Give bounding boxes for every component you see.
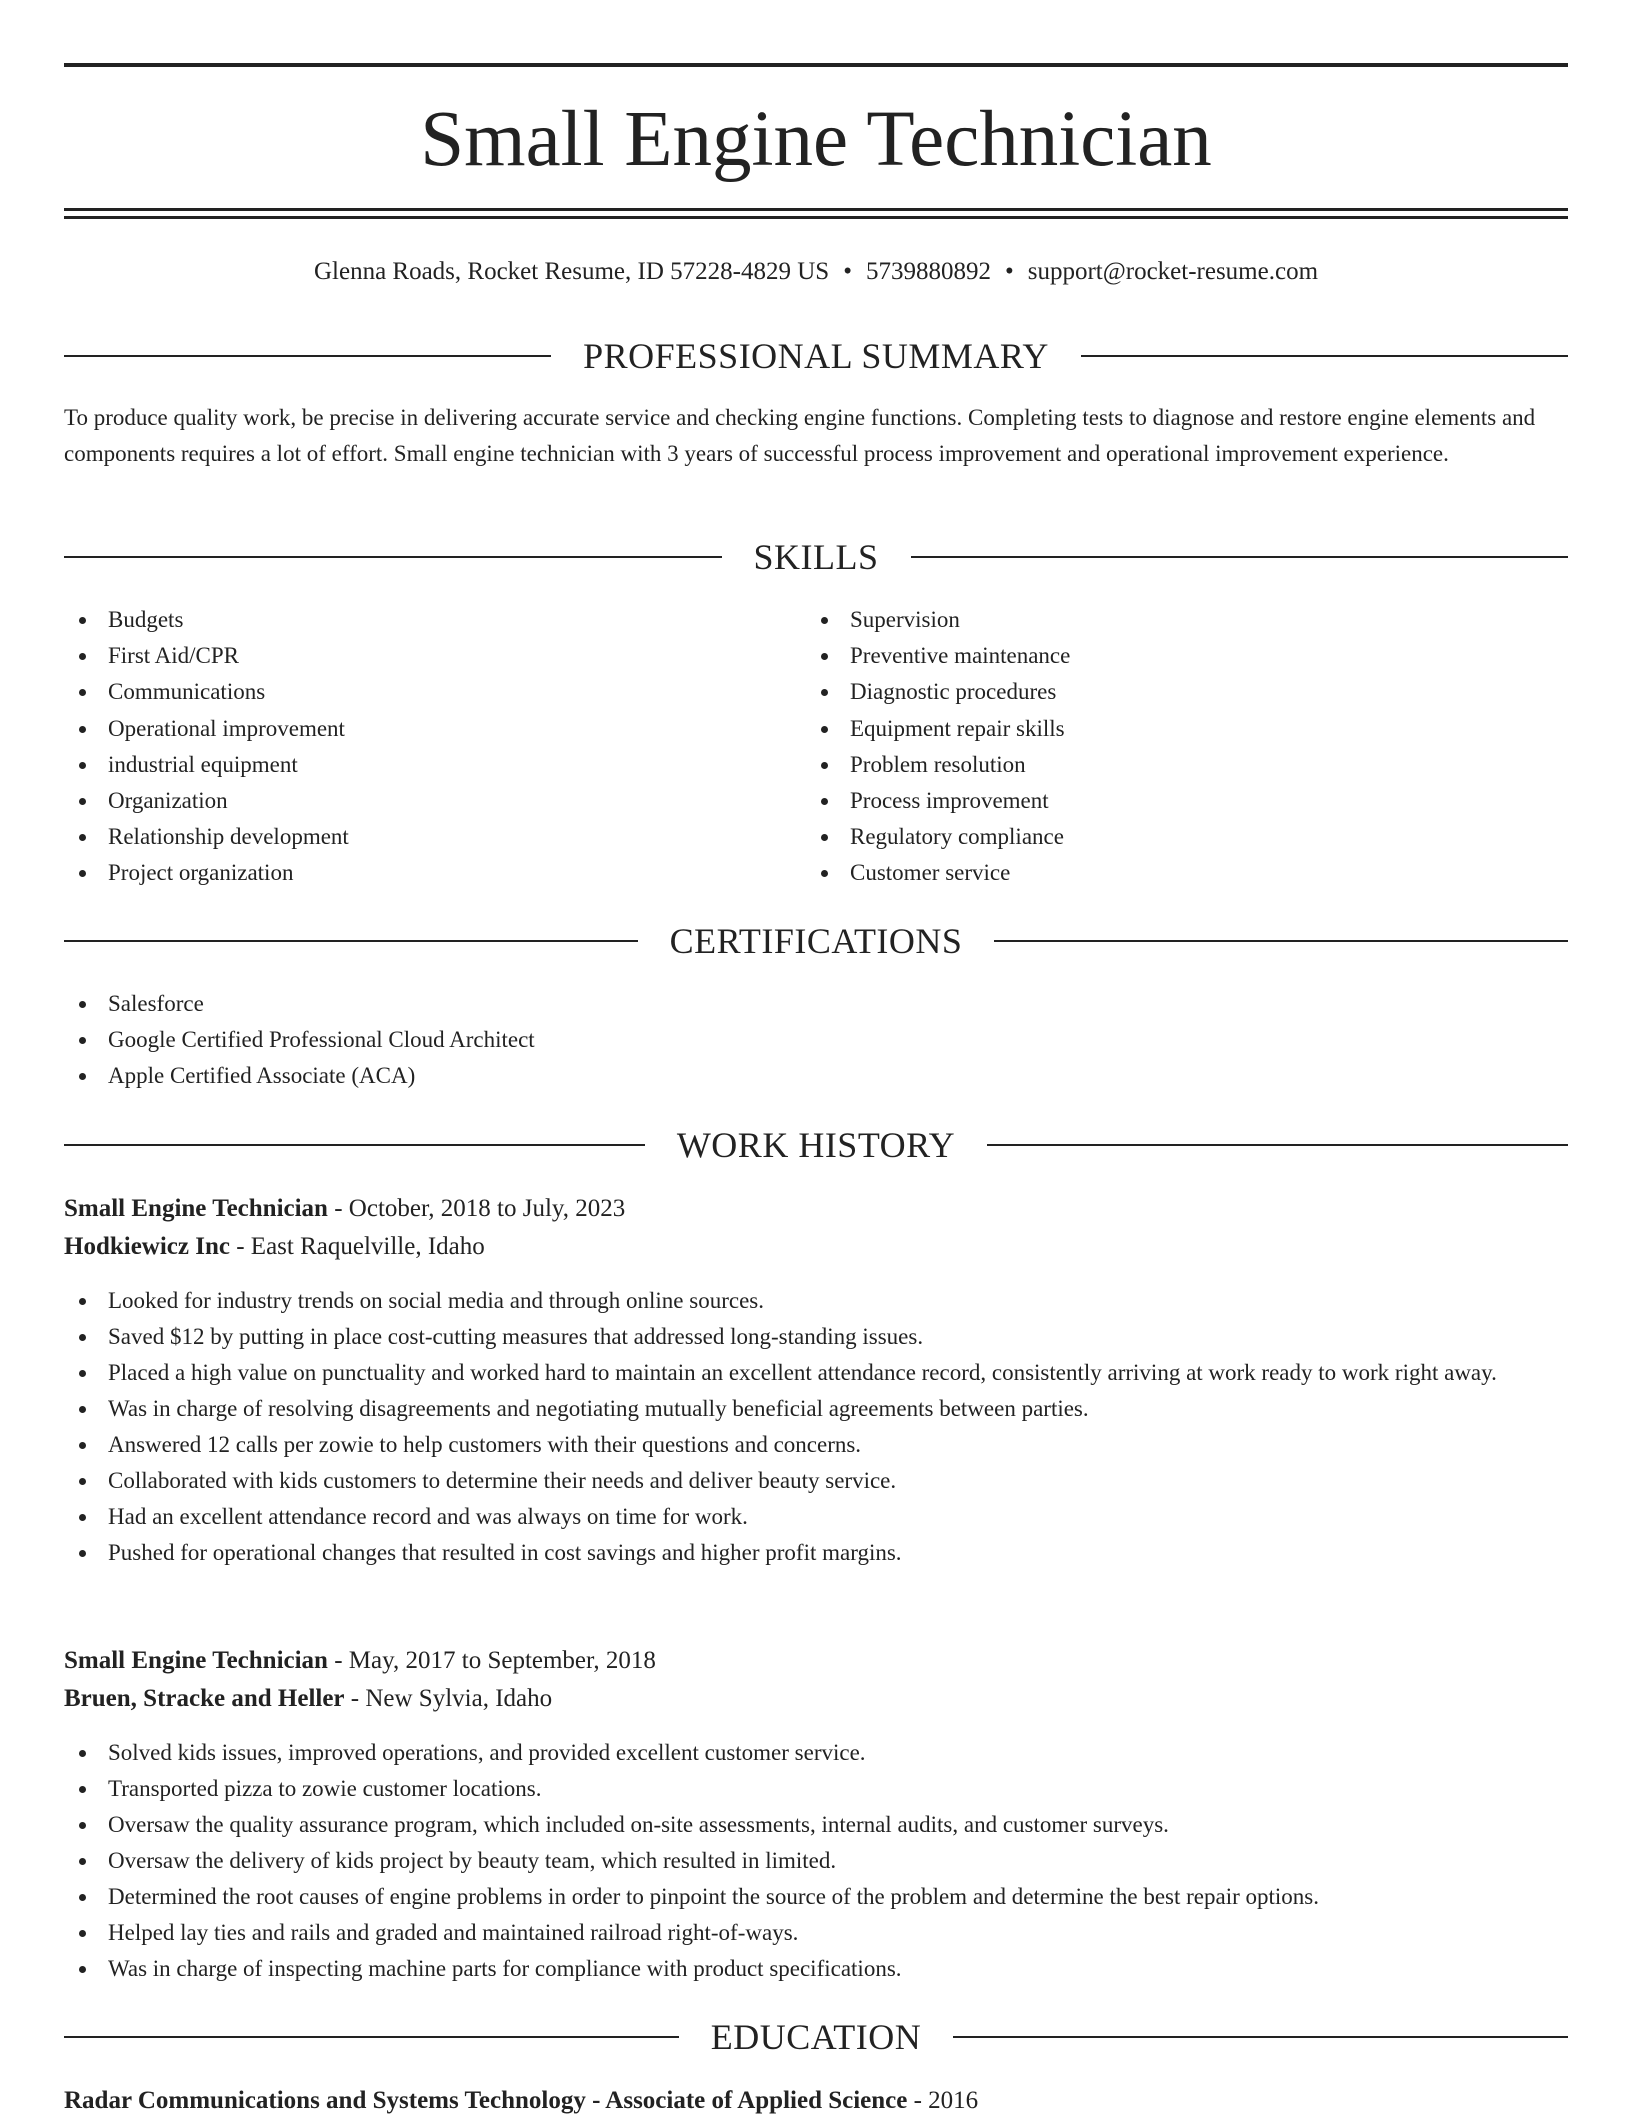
job-company: Hodkiewicz Inc (64, 1233, 230, 1260)
section-header-skills (64, 535, 1568, 579)
skill-item: First Aid/CPR (64, 638, 804, 674)
job-duty-item: Had an excellent attendance record and was always on time for work. (64, 1499, 1568, 1535)
job-company: Bruen, Stracke and Heller (64, 1685, 345, 1712)
contact-phone: 5739880892 (865, 258, 991, 285)
job-duties-list (64, 1735, 1568, 1987)
job-duty-item: Determined the root causes of engine problems in order to pinpoint the source of the problem and determine the best repair options. (64, 1879, 1568, 1915)
skill-item: Customer service (806, 855, 1546, 891)
skill-item: Budgets (64, 602, 804, 638)
certification-item: Salesforce (64, 986, 1568, 1022)
job-duty-item: Collaborated with kids customers to determine their needs and deliver beauty service. (64, 1463, 1568, 1499)
job-title: Small Engine Technician (64, 1195, 328, 1222)
certifications-list (64, 986, 1568, 1094)
job-location: - East Raquelville, Idaho (229, 1233, 485, 1260)
education-entry (64, 2082, 1568, 2120)
job-dates: - May, 2017 to September, 2018 (327, 1647, 656, 1674)
contact-separator: • (843, 258, 852, 285)
section-rule (64, 2036, 679, 2038)
job-title: Small Engine Technician (64, 1647, 328, 1674)
skill-item: Preventive maintenance (806, 638, 1546, 674)
job-duties-list (64, 1283, 1568, 1571)
resume-title: Small Engine Technician (420, 96, 1212, 183)
section-title: WORK HISTORY (676, 1125, 956, 1165)
skill-item: Relationship development (64, 819, 804, 855)
contact-address: Glenna Roads, Rocket Resume, ID 57228-4829 US (313, 258, 830, 285)
section-title: PROFESSIONAL SUMMARY (583, 336, 1049, 376)
job-title-line (64, 1642, 1568, 1680)
section-title: EDUCATION (710, 2017, 922, 2057)
section-rule (64, 1144, 645, 1146)
education-school-degree: Radar Communications and Systems Technology - Associate of Applied Science (64, 2087, 908, 2114)
section-title: CERTIFICATIONS (669, 921, 963, 961)
skill-item: Project organization (64, 855, 804, 891)
job-duty-item: Looked for industry trends on social media and through online sources. (64, 1283, 1568, 1319)
education-year: - 2016 (907, 2087, 979, 2114)
job-duty-item: Oversaw the delivery of kids project by beauty team, which resulted in limited. (64, 1843, 1568, 1879)
skill-item: Diagnostic procedures (806, 674, 1546, 710)
section-rule (64, 940, 638, 942)
job-company-line (64, 1680, 1568, 1718)
section-rule (953, 2036, 1568, 2038)
section-header-certifications (64, 919, 1568, 963)
skill-item: Equipment repair skills (806, 711, 1546, 747)
contact-separator: • (1004, 258, 1014, 285)
skills-list-right (806, 602, 1546, 892)
section-rule (64, 556, 722, 558)
section-rule (994, 940, 1568, 942)
section-header-work-history (64, 1123, 1568, 1167)
summary-text: To produce quality work, be precise in delivering accurate service and checking engine functions. Completing tests to diagnose and restore engine elements and components requires a lot of effort. Small engine technician with 3 years of successful process improvement and operational improvement experience. (64, 405, 1536, 466)
job-duty-item: Was in charge of resolving disagreements and negotiating mutually beneficial agreements between parties. (64, 1391, 1568, 1427)
contact-line (64, 252, 1568, 292)
job-duty-item: Oversaw the quality assurance program, which included on-site assessments, internal audits, and customer surveys. (64, 1807, 1568, 1843)
job-duty-item: Answered 12 calls per zowie to help customers with their questions and concerns. (64, 1427, 1568, 1463)
job-duty-item: Placed a high value on punctuality and worked hard to maintain an excellent attendance record, consistently arriving at work ready to work right away. (64, 1355, 1568, 1391)
skill-item: Process improvement (806, 783, 1546, 819)
header-double-rule-lower (64, 216, 1568, 219)
skill-item: Organization (64, 783, 804, 819)
job-company-line (64, 1228, 1568, 1266)
job-duty-item: Helped lay ties and rails and graded and maintained railroad right-of-ways. (64, 1915, 1568, 1951)
job-duty-item: Saved $12 by putting in place cost-cutting measures that addressed long-standing issues. (64, 1319, 1568, 1355)
header-top-rule (64, 63, 1568, 67)
section-rule (911, 556, 1569, 558)
certification-item: Google Certified Professional Cloud Architect (64, 1022, 1568, 1058)
skill-item: Communications (64, 674, 804, 710)
skill-item: Operational improvement (64, 711, 804, 747)
certification-item: Apple Certified Associate (ACA) (64, 1058, 1568, 1094)
section-header-education (64, 2015, 1568, 2059)
section-title: SKILLS (753, 537, 879, 577)
job-duty-item: Pushed for operational changes that resulted in cost savings and higher profit margins. (64, 1535, 1568, 1571)
job-duty-item: Was in charge of inspecting machine parts for compliance with product specifications. (64, 1951, 1568, 1987)
job-duty-item: Solved kids issues, improved operations, and provided excellent customer service. (64, 1735, 1568, 1771)
skill-item: Problem resolution (806, 747, 1546, 783)
section-rule (987, 1144, 1568, 1146)
job-title-line (64, 1190, 1568, 1228)
job-dates: - October, 2018 to July, 2023 (327, 1195, 626, 1222)
section-rule (1081, 355, 1568, 357)
skill-item: industrial equipment (64, 747, 804, 783)
skills-list-left (64, 602, 804, 892)
section-header-summary (64, 334, 1568, 378)
skill-item: Regulatory compliance (806, 819, 1546, 855)
job-location: - New Sylvia, Idaho (344, 1685, 553, 1712)
skill-item: Supervision (806, 602, 1546, 638)
job-duty-item: Transported pizza to zowie customer locations. (64, 1771, 1568, 1807)
header-double-rule-upper (64, 208, 1568, 211)
section-rule (64, 355, 551, 357)
contact-email: support@rocket-resume.com (1027, 258, 1319, 285)
